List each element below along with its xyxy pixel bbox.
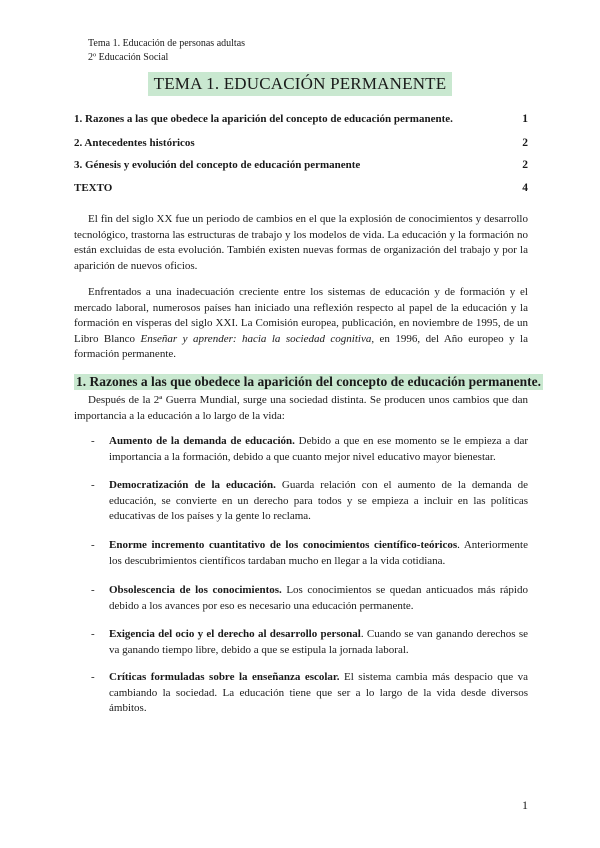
bullet-heading: Críticas formuladas sobre la enseñanza escolar. — [109, 671, 340, 683]
bullet-heading: Enorme incremento cuantitativo de los conocimientos científico-teóricos — [109, 539, 458, 551]
list-item — [91, 670, 528, 717]
toc-page: 1 — [522, 113, 528, 125]
title-container — [0, 72, 600, 96]
page-title: TEMA 1. EDUCACIÓN PERMANENTE — [148, 72, 453, 96]
bullet-dash: - — [91, 435, 95, 447]
bullet-dash: - — [91, 584, 95, 596]
book-title: Enseñar y aprender: hacia la sociedad cognitiva — [140, 332, 372, 345]
toc-page: 4 — [522, 182, 528, 194]
bullet-text: El sistema cambia más despacio que va cambiando la sociedad. La educación tiene que ser a lo largo de la vida desde diversos ámbitos. — [109, 671, 528, 714]
bullet-dash: - — [91, 671, 95, 683]
list-item — [91, 538, 528, 569]
toc-label: TEXTO — [74, 182, 113, 194]
intro-paragraph-2 — [74, 285, 528, 363]
toc-entry[interactable] — [74, 182, 528, 194]
bullet-text: . Anteriormente los descubrimientos científicos tardaban mucho en llegar a la vida cotidiana. — [109, 539, 528, 567]
section-1-intro: Después de la 2ª Guerra Mundial, surge una sociedad distinta. Se producen unos cambios que dan importancia a la educación a lo largo de la vida: — [74, 394, 528, 422]
bullet-dash: - — [91, 628, 95, 640]
toc-entry[interactable] — [74, 159, 528, 171]
toc-page: 2 — [522, 137, 528, 149]
toc-page: 2 — [522, 159, 528, 171]
intro-paragraph-1: El fin del siglo XX fue un periodo de cambios en el que la explosión de conocimientos y desarrollo tecnológico, trastorna las estructuras de trabajo y los modelos de vida. La educación y la formación no están excluidas de esta evolución. También existen nuevas formas de organización del trabajo y por la aparición de nuevos oficios. — [74, 213, 528, 272]
header-course: Tema 1. Educación de personas adultas — [88, 38, 246, 49]
intro-p2-end: , en 1996, del Año europeo y la formación permanente. — [74, 332, 528, 360]
list-item — [91, 627, 528, 658]
bullet-text: . Cuando se van ganando derechos se va ganando tiempo libre, debido a que se estipula la jornada laboral. — [109, 628, 528, 656]
toc-label: 1. Razones a las que obedece la aparición del concepto de educación permanente. — [74, 113, 453, 125]
toc-label: 3. Génesis y evolución del concepto de educación permanente — [74, 159, 361, 171]
bullet-text: Los conocimientos se quedan anticuados más rápido debido a los avances por eso es necesario una educación permanente. — [109, 584, 528, 612]
toc-entry[interactable] — [74, 113, 528, 125]
bullet-text: Guarda relación con el aumento de la demanda de educación, se convierte en un derecho para todos y se empieza a incluir en las políticas educativas de los países y la gente lo reclama. — [109, 479, 528, 522]
bullet-heading: Aumento de la demanda de educación. — [109, 435, 295, 447]
bullet-heading: Exigencia del ocio y el derecho al desarrollo personal — [109, 628, 361, 640]
toc-entry[interactable] — [74, 137, 528, 149]
intro-p2-start: Enfrentados a una inadecuación creciente entre los sistemas de educación y de formación y el mercado laboral, numerosos países han iniciado una reflexión respecto al papel de la educación y la formación en vísperas del siglo XXI. La Comisión europea, publicación, en noviembre de 1995, de un Libro Blanco — [74, 286, 528, 345]
section-1-heading: 1. Razones a las que obedece la aparición del concepto de educación permanente. — [76, 374, 541, 389]
bullet-dash: - — [91, 539, 95, 551]
list-item — [91, 434, 528, 465]
bullet-dash: - — [91, 479, 95, 491]
bullet-heading: Democratización de la educación. — [109, 479, 276, 491]
list-item — [91, 583, 528, 614]
toc-label: 2. Antecedentes históricos — [74, 137, 195, 149]
header-degree: 2º Educación Social — [88, 52, 169, 63]
list-item — [91, 478, 528, 525]
bullet-heading: Obsolescencia de los conocimientos. — [109, 584, 282, 596]
bullet-text: Debido a que en ese momento se le empieza a dar importancia a la formación, debido a que cuanto mejor nivel educativo mayor bienestar. — [109, 435, 529, 463]
page-number: 1 — [522, 798, 528, 812]
